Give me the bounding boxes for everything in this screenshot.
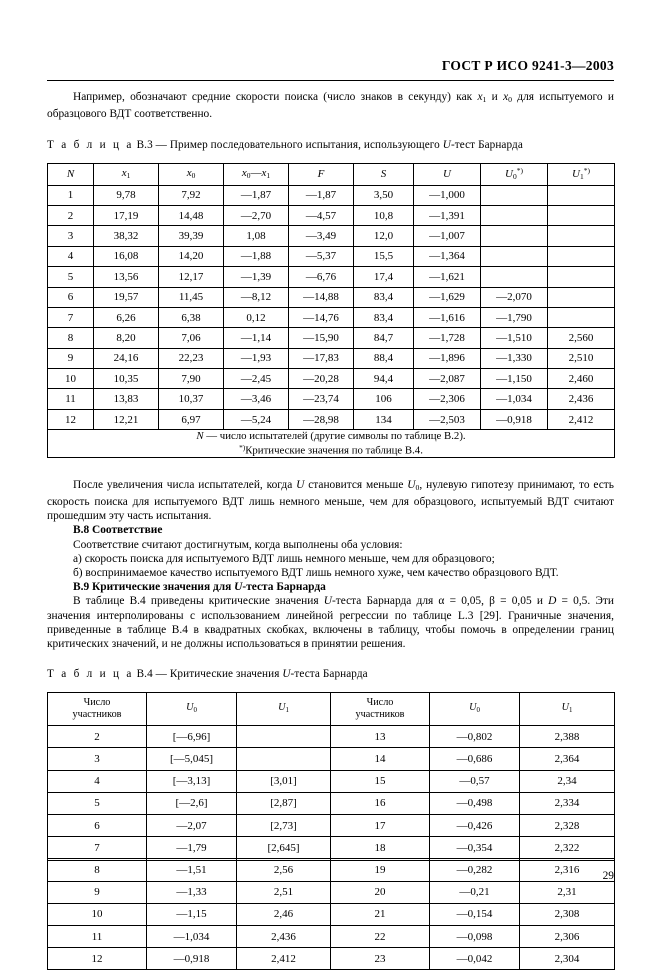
table-cell: 2,510 — [548, 348, 615, 368]
table-cell: —1,364 — [414, 246, 481, 266]
col-header-f: F — [289, 163, 354, 185]
table-cell: —1,621 — [414, 267, 481, 287]
table-cell — [548, 185, 615, 205]
table-cell: —2,45 — [224, 369, 289, 389]
table-row — [48, 287, 615, 307]
table-cell: 4 — [48, 770, 147, 792]
table-cell: 2,364 — [520, 748, 615, 770]
table-cell: 14,20 — [159, 246, 224, 266]
table-cell: 134 — [354, 409, 414, 429]
b8-lead: Соответствие считают достигнутым, когда выполнены оба условия: — [73, 538, 403, 551]
table-cell: 7,92 — [159, 185, 224, 205]
table-row — [48, 307, 615, 327]
heading-var-u: U — [234, 581, 243, 594]
table-cell: 12,17 — [159, 267, 224, 287]
table-cell: 6 — [48, 287, 94, 307]
caption-prefix: Т а б л и ц а — [47, 138, 134, 151]
table-b3-caption — [47, 138, 614, 152]
table-cell: 12 — [48, 409, 94, 429]
table-cell: 3 — [48, 748, 147, 770]
table-cell: 83,4 — [354, 307, 414, 327]
caption-number: В.3 — [136, 138, 153, 151]
table-cell: —1,88 — [224, 246, 289, 266]
table-cell: —1,391 — [414, 205, 481, 225]
col-header-u0-right: $U_0$ — [430, 693, 520, 726]
table-cell: 13,83 — [94, 389, 159, 409]
table-cell: 94,4 — [354, 369, 414, 389]
table-cell: 1,08 — [224, 226, 289, 246]
table-cell: 13 — [331, 726, 430, 748]
table-b3-footnote — [48, 430, 615, 457]
table-cell: —0,686 — [430, 748, 520, 770]
table-cell: 8 — [48, 859, 147, 881]
table-cell: 22,23 — [159, 348, 224, 368]
table-row — [48, 948, 615, 970]
table-cell: 2,388 — [520, 726, 615, 748]
table-cell — [548, 205, 615, 225]
table-cell: 2,316 — [520, 859, 615, 881]
table-cell: 12,21 — [94, 409, 159, 429]
var-u: U — [296, 478, 305, 491]
table-cell: —2,07 — [147, 814, 237, 836]
table-cell: 106 — [354, 389, 414, 409]
table-cell: 2,46 — [237, 903, 331, 925]
table-row — [48, 726, 615, 748]
table-cell: 2,51 — [237, 881, 331, 903]
table-cell: 5 — [48, 792, 147, 814]
spacer — [47, 651, 614, 667]
table-row — [48, 328, 615, 348]
table-row — [48, 185, 615, 205]
table-cell: —1,87 — [224, 185, 289, 205]
table-cell: —1,79 — [147, 837, 237, 859]
table-cell — [481, 246, 548, 266]
table-cell — [237, 748, 331, 770]
table-row — [48, 859, 615, 881]
table-row — [48, 770, 615, 792]
table-cell: 5 — [48, 267, 94, 287]
col-header-u1-left: $U_1$ — [237, 693, 331, 726]
spacer — [47, 681, 614, 692]
table-cell — [548, 287, 615, 307]
table-cell: 2,34 — [520, 770, 615, 792]
footnote-line-2: *)Критические значения по таблице В.4. — [239, 443, 423, 457]
table-row — [48, 792, 615, 814]
table-cell: 12 — [48, 948, 147, 970]
table-cell: —2,070 — [481, 287, 548, 307]
table-row — [48, 348, 615, 368]
table-cell: 10,35 — [94, 369, 159, 389]
var-x0: $x_0$ — [503, 91, 513, 105]
table-cell: 2,31 — [520, 881, 615, 903]
b9-body: В таблице В.4 приведены критические значения U-теста Барнарда для α = 0,05, β = 0,05 и D = 0,5. Эти значения интерполированы с использованием линейной регрессии по таблице L.3 [29]. Граничные значения, приведенные в таблице В.4 в квадратных скобках, включены в таблицу, чтобы помочь в определении границ критических значений, и не должны использоваться в принятии решения. — [47, 595, 615, 651]
table-cell: 15 — [331, 770, 430, 792]
table-cell: —0,154 — [430, 903, 520, 925]
table-cell: —0,498 — [430, 792, 520, 814]
table-b4 — [47, 692, 615, 970]
table-cell: 15,5 — [354, 246, 414, 266]
table-cell: 4 — [48, 246, 94, 266]
table-cell: —17,83 — [289, 348, 354, 368]
table-cell: 10 — [48, 903, 147, 925]
table-cell — [548, 226, 615, 246]
table-row — [48, 226, 615, 246]
table-cell: —1,728 — [414, 328, 481, 348]
table-cell: 8 — [48, 328, 94, 348]
table-cell: —0,426 — [430, 814, 520, 836]
caption-prefix: Т а б л и ц а — [47, 668, 134, 681]
table-row — [48, 369, 615, 389]
table-cell: —5,37 — [289, 246, 354, 266]
table-cell: 1 — [48, 185, 94, 205]
document-standard-title: ГОСТ Р ИСО 9241-3—2003 — [441, 58, 614, 73]
table-row — [48, 267, 615, 287]
table-cell: —1,790 — [481, 307, 548, 327]
table-cell: 17 — [331, 814, 430, 836]
col-header-u1-crit: $U_1^{*)}$ — [548, 163, 615, 185]
b9-var-d: D — [548, 595, 557, 608]
table-cell: 7,06 — [159, 328, 224, 348]
table-cell: 3 — [48, 226, 94, 246]
table-cell: [—2,6] — [147, 792, 237, 814]
table-cell: 2,460 — [548, 369, 615, 389]
table-cell: —1,629 — [414, 287, 481, 307]
table-cell: —1,39 — [224, 267, 289, 287]
table-cell: —23,74 — [289, 389, 354, 409]
table-row — [48, 409, 615, 429]
footnote-line-1: N — число испытателей (другие символы по таблице В.2). — [196, 430, 466, 443]
spacer — [47, 122, 614, 138]
heading-b9: В.9 Критические значения для U-теста Барнарда — [73, 581, 326, 594]
table-cell: —1,33 — [147, 881, 237, 903]
table-cell: 17,4 — [354, 267, 414, 287]
table-cell: —1,87 — [289, 185, 354, 205]
table-row — [48, 246, 615, 266]
table-cell: 2,436 — [548, 389, 615, 409]
table-cell: —1,616 — [414, 307, 481, 327]
table-cell — [481, 205, 548, 225]
table-cell: —0,282 — [430, 859, 520, 881]
table-cell: [—5,045] — [147, 748, 237, 770]
table-cell: 0,12 — [224, 307, 289, 327]
table-cell — [481, 185, 548, 205]
table-cell: —0,802 — [430, 726, 520, 748]
table-cell: —1,93 — [224, 348, 289, 368]
table-cell: —4,57 — [289, 205, 354, 225]
table-cell: 6,38 — [159, 307, 224, 327]
table-cell: 2,412 — [548, 409, 615, 429]
table-cell: —0,918 — [147, 948, 237, 970]
table-cell: —6,76 — [289, 267, 354, 287]
table-cell: 8,20 — [94, 328, 159, 348]
caption-var-u: U — [282, 668, 291, 681]
table-cell: 39,39 — [159, 226, 224, 246]
table-cell: 84,7 — [354, 328, 414, 348]
col-header-n: N — [48, 163, 94, 185]
spacer — [47, 152, 614, 163]
var-u0: $U_0$ — [407, 478, 420, 492]
table-cell: —2,70 — [224, 205, 289, 225]
table-cell: 21 — [331, 903, 430, 925]
table-cell: 7,90 — [159, 369, 224, 389]
caption-var-u: U — [442, 138, 451, 151]
table-cell: —0,098 — [430, 925, 520, 947]
table-cell: —0,042 — [430, 948, 520, 970]
table-cell: —8,12 — [224, 287, 289, 307]
table-b3-footnote-row — [48, 430, 615, 457]
table-cell: —28,98 — [289, 409, 354, 429]
table-b4-body — [48, 726, 615, 970]
table-cell: 10,37 — [159, 389, 224, 409]
caption-text: Пример последовательного испытания, использующего — [169, 138, 443, 151]
table-cell: 2 — [48, 205, 94, 225]
table-cell: 2,436 — [237, 925, 331, 947]
table-cell: —1,034 — [481, 389, 548, 409]
table-cell: —15,90 — [289, 328, 354, 348]
table-cell: —1,000 — [414, 185, 481, 205]
col-header-x0-minus-x1: $x_0—x_1$ — [224, 163, 289, 185]
table-cell: 2,412 — [237, 948, 331, 970]
spacer — [47, 458, 614, 478]
var-x1: $x_1$ — [477, 91, 487, 105]
b8-item-b: б) воспринимаемое качество испытуемого ВДТ лишь немного хуже, чем качество образцового ВДТ. — [73, 567, 559, 579]
table-cell: 20 — [331, 881, 430, 903]
table-b3 — [47, 163, 615, 458]
caption-dash: — — [155, 668, 167, 681]
table-cell: 13,56 — [94, 267, 159, 287]
table-cell: 9 — [48, 348, 94, 368]
table-cell — [548, 307, 615, 327]
col-header-participants-left: Число участников — [48, 693, 147, 726]
table-cell: 11,45 — [159, 287, 224, 307]
col-header-participants-right: Число участников — [331, 693, 430, 726]
table-cell: 14,48 — [159, 205, 224, 225]
intro-paragraph — [47, 90, 614, 122]
table-cell: 2 — [48, 726, 147, 748]
table-b4-caption — [47, 667, 614, 681]
table-cell: 11 — [48, 389, 94, 409]
table-cell: 10,8 — [354, 205, 414, 225]
table-cell: 9 — [48, 881, 147, 903]
table-cell: —3,46 — [224, 389, 289, 409]
table-row — [48, 925, 615, 947]
table-cell: —0,918 — [481, 409, 548, 429]
table-cell: —1,007 — [414, 226, 481, 246]
table-cell: —14,88 — [289, 287, 354, 307]
table-cell: 2,306 — [520, 925, 615, 947]
table-cell: 2,560 — [548, 328, 615, 348]
table-cell: 6 — [48, 814, 147, 836]
table-cell: —1,150 — [481, 369, 548, 389]
table-row — [48, 748, 615, 770]
table-row — [48, 837, 615, 859]
after-table-paragraph: После увеличения числа испытателей, когда U становится меньше $U_0$, нулевую гипотезу принимают, то есть скорость поиска для испытуемого ВДТ лишь немного меньше, чем для образцового, испытуемый ВДТ считают прошедшим эту часть испытания. — [47, 478, 614, 523]
table-cell: —2,087 — [414, 369, 481, 389]
table-cell: 19 — [331, 859, 430, 881]
table-cell: 10 — [48, 369, 94, 389]
table-cell: [3,01] — [237, 770, 331, 792]
b9-var-u: U — [323, 595, 332, 608]
col-header-u0-crit: $U_0^{*)}$ — [481, 163, 548, 185]
table-cell: —3,49 — [289, 226, 354, 246]
heading-b8: В.8 Соответствие — [73, 524, 163, 537]
table-cell: —20,28 — [289, 369, 354, 389]
header-divider — [47, 80, 614, 81]
table-row — [48, 814, 615, 836]
table-cell: 83,4 — [354, 287, 414, 307]
table-cell: 24,16 — [94, 348, 159, 368]
table-cell: 88,4 — [354, 348, 414, 368]
table-cell: 23 — [331, 948, 430, 970]
page-number: 29 — [602, 870, 614, 882]
table-cell: 2,328 — [520, 814, 615, 836]
table-cell: 22 — [331, 925, 430, 947]
table-row — [48, 881, 615, 903]
intro-lead-text: Например, обозначают средние скорости поиска (число знаков в секунду) как — [73, 91, 478, 103]
table-cell — [237, 726, 331, 748]
caption-number: В.4 — [136, 668, 153, 681]
caption-text-tail: -тест Барнарда — [450, 138, 523, 151]
table-cell: —1,15 — [147, 903, 237, 925]
table-cell: 18 — [331, 837, 430, 859]
intro-tail-text: для испытуемого и образцового ВДТ соответственно. — [47, 91, 614, 121]
col-header-x0: $x_0$ — [159, 163, 224, 185]
table-cell: 16 — [331, 792, 430, 814]
table-cell: —1,034 — [147, 925, 237, 947]
table-cell — [548, 267, 615, 287]
table-cell: 6,97 — [159, 409, 224, 429]
table-b3-header-row — [48, 163, 615, 185]
table-cell: 7 — [48, 837, 147, 859]
table-cell: 16,08 — [94, 246, 159, 266]
table-cell — [548, 246, 615, 266]
table-cell: —0,354 — [430, 837, 520, 859]
table-cell: —1,51 — [147, 859, 237, 881]
col-header-u0-left: $U_0$ — [147, 693, 237, 726]
table-cell: 14 — [331, 748, 430, 770]
table-cell: 11 — [48, 925, 147, 947]
table-b3-body — [48, 185, 615, 430]
col-header-s: S — [354, 163, 414, 185]
intro-conjunction: и — [486, 91, 504, 103]
table-cell: 38,32 — [94, 226, 159, 246]
table-cell: 17,19 — [94, 205, 159, 225]
table-cell: [—3,13] — [147, 770, 237, 792]
table-cell: 3,50 — [354, 185, 414, 205]
table-cell: [2,87] — [237, 792, 331, 814]
table-cell: 19,57 — [94, 287, 159, 307]
caption-text: Критические значения — [169, 668, 283, 681]
table-cell: —2,306 — [414, 389, 481, 409]
col-header-u1-right: $U_1$ — [520, 693, 615, 726]
page-content — [47, 90, 614, 970]
col-header-x1: $x_1$ — [94, 163, 159, 185]
table-cell: [2,73] — [237, 814, 331, 836]
b8-item-a: а) скорость поиска для испытуемого ВДТ лишь немного меньше, чем для образцового; — [73, 552, 495, 565]
table-cell — [481, 226, 548, 246]
table-row — [48, 903, 615, 925]
table-cell: 9,78 — [94, 185, 159, 205]
table-cell: —1,14 — [224, 328, 289, 348]
table-cell: 7 — [48, 307, 94, 327]
table-b4-header-row — [48, 693, 615, 726]
table-cell: —1,896 — [414, 348, 481, 368]
table-cell: 2,56 — [237, 859, 331, 881]
table-cell: —0,21 — [430, 881, 520, 903]
caption-text-tail: -теста Барнарда — [290, 668, 368, 681]
table-cell: 6,26 — [94, 307, 159, 327]
table-cell: —1,330 — [481, 348, 548, 368]
caption-dash: — — [155, 138, 167, 151]
table-cell: —0,57 — [430, 770, 520, 792]
table-cell: 2,308 — [520, 903, 615, 925]
table-cell — [481, 267, 548, 287]
table-cell: 2,322 — [520, 837, 615, 859]
table-row — [48, 389, 615, 409]
table-cell: —14,76 — [289, 307, 354, 327]
table-cell: 2,334 — [520, 792, 615, 814]
table-cell: —1,510 — [481, 328, 548, 348]
table-cell: [2,645] — [237, 837, 331, 859]
table-cell: 12,0 — [354, 226, 414, 246]
footer-divider — [47, 860, 614, 861]
col-header-u: U — [414, 163, 481, 185]
table-row — [48, 205, 615, 225]
table-cell: 2,304 — [520, 948, 615, 970]
table-cell: —2,503 — [414, 409, 481, 429]
table-cell: —5,24 — [224, 409, 289, 429]
table-cell: [—6,96] — [147, 726, 237, 748]
